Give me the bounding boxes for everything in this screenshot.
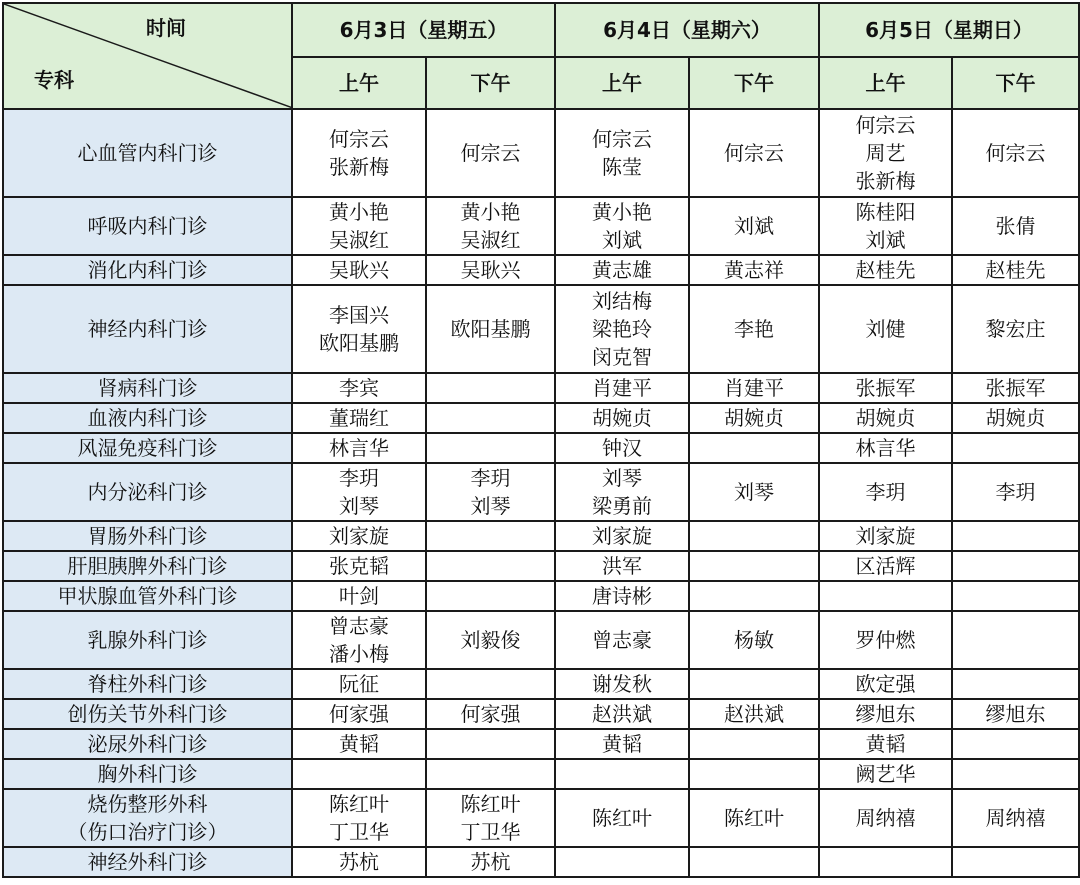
doctor-name: 胡婉贞 <box>985 406 1046 430</box>
doctor-name: 张振军 <box>855 376 916 400</box>
specialty-name: （伤口治疗门诊） <box>67 820 228 844</box>
doctor-name: 李玥 <box>865 480 906 504</box>
doctor-cell <box>426 463 555 521</box>
doctor-cell <box>555 197 689 255</box>
doctor-name: 陈红叶 <box>460 792 521 816</box>
doctor-name: 陈红叶 <box>592 806 652 830</box>
pm-header: 下午 <box>689 57 819 109</box>
doctor-cell <box>292 581 426 611</box>
doctor-cell <box>952 373 1079 403</box>
day-header: 6月4日（星期六） <box>555 3 819 57</box>
doctor-cell <box>292 847 426 877</box>
doctor-cell <box>689 847 819 877</box>
doctor-cell <box>819 611 952 669</box>
doctor-cell <box>292 433 426 463</box>
doctor-name: 丁卫华 <box>329 820 389 844</box>
doctor-name: 闵克智 <box>592 345 652 369</box>
specialty-name: 消化内科门诊 <box>87 258 208 282</box>
doctor-name: 欧阳基鹏 <box>450 317 531 341</box>
doctor-cell <box>426 373 555 403</box>
doctor-name: 黄小艳 <box>460 200 521 224</box>
doctor-cell <box>426 699 555 729</box>
doctor-cell <box>689 729 819 759</box>
doctor-name: 黎宏庄 <box>985 317 1046 341</box>
doctor-cell <box>292 699 426 729</box>
doctor-cell <box>426 611 555 669</box>
doctor-name: 刘斌 <box>734 214 774 238</box>
doctor-cell <box>292 463 426 521</box>
doctor-name: 缪旭东 <box>985 702 1046 726</box>
table-row <box>3 551 1079 581</box>
doctor-cell <box>426 669 555 699</box>
doctor-name: 吴淑红 <box>460 228 521 252</box>
doctor-cell <box>555 847 689 877</box>
doctor-name: 刘琴 <box>602 466 642 490</box>
specialty-cell <box>3 521 292 551</box>
table-row <box>3 669 1079 699</box>
doctor-name: 洪军 <box>602 554 642 578</box>
doctor-cell <box>426 759 555 789</box>
doctor-name: 苏杭 <box>339 850 379 874</box>
doctor-cell <box>292 197 426 255</box>
doctor-name: 刘毅俊 <box>460 628 521 652</box>
doctor-cell <box>952 551 1079 581</box>
doctor-cell <box>952 433 1079 463</box>
doctor-name: 吴耿兴 <box>460 258 521 282</box>
doctor-cell <box>952 611 1079 669</box>
specialty-cell <box>3 403 292 433</box>
corner-time-label: 时间 <box>146 16 186 40</box>
specialty-name: 烧伤整形外科 <box>87 792 208 816</box>
table-row <box>3 729 1079 759</box>
doctor-cell <box>292 759 426 789</box>
doctor-cell <box>952 521 1079 551</box>
clinic-schedule-table <box>2 2 1080 878</box>
doctor-cell <box>819 581 952 611</box>
doctor-cell <box>426 847 555 877</box>
doctor-cell <box>819 789 952 847</box>
doctor-cell <box>952 403 1079 433</box>
doctor-name: 董瑞红 <box>329 406 389 430</box>
doctor-name: 黄韬 <box>339 732 379 756</box>
doctor-name: 阮征 <box>339 672 379 696</box>
doctor-cell <box>426 109 555 197</box>
doctor-name: 刘家旋 <box>592 524 652 548</box>
doctor-cell <box>555 285 689 373</box>
doctor-cell <box>689 759 819 789</box>
specialty-cell <box>3 285 292 373</box>
specialty-cell <box>3 789 292 847</box>
doctor-cell <box>952 285 1079 373</box>
specialty-name: 心血管内科门诊 <box>77 141 218 165</box>
specialty-name: 神经内科门诊 <box>87 317 208 341</box>
doctor-name: 李玥 <box>470 466 511 490</box>
table-row <box>3 611 1079 669</box>
doctor-name: 曾志豪 <box>592 628 652 652</box>
specialty-cell <box>3 729 292 759</box>
doctor-name: 胡婉贞 <box>724 406 784 430</box>
doctor-name: 胡婉贞 <box>592 406 652 430</box>
doctor-cell <box>819 551 952 581</box>
doctor-name: 欧阳基鹏 <box>319 331 399 355</box>
specialty-cell <box>3 255 292 285</box>
doctor-cell <box>555 403 689 433</box>
specialty-name: 内分泌科门诊 <box>87 480 208 504</box>
doctor-name: 周纳禧 <box>985 806 1046 830</box>
doctor-name: 胡婉贞 <box>855 406 916 430</box>
specialty-cell <box>3 551 292 581</box>
doctor-name: 刘琴 <box>470 494 511 518</box>
doctor-cell <box>426 403 555 433</box>
specialty-name: 脊柱外科门诊 <box>87 672 208 696</box>
doctor-name: 李玥 <box>995 480 1036 504</box>
doctor-name: 李宾 <box>339 376 379 400</box>
doctor-cell <box>952 255 1079 285</box>
corner-header-cell <box>3 3 292 109</box>
doctor-cell <box>689 581 819 611</box>
doctor-cell <box>689 403 819 433</box>
doctor-name: 梁勇前 <box>592 494 652 518</box>
pm-header: 下午 <box>952 57 1079 109</box>
doctor-name: 刘结梅 <box>592 289 652 313</box>
doctor-cell <box>819 669 952 699</box>
specialty-cell <box>3 611 292 669</box>
doctor-name: 丁卫华 <box>460 820 521 844</box>
doctor-cell <box>555 373 689 403</box>
doctor-name: 陈红叶 <box>724 806 784 830</box>
table-row <box>3 581 1079 611</box>
specialty-name: 呼吸内科门诊 <box>87 214 208 238</box>
doctor-cell <box>819 197 952 255</box>
doctor-name: 林言华 <box>855 436 916 460</box>
doctor-cell <box>426 789 555 847</box>
doctor-name: 赵桂先 <box>985 258 1046 282</box>
doctor-cell <box>819 759 952 789</box>
schedule-body <box>3 109 1079 877</box>
doctor-name: 何宗云 <box>460 141 521 165</box>
doctor-cell <box>689 669 819 699</box>
doctor-cell <box>689 611 819 669</box>
doctor-cell <box>689 463 819 521</box>
doctor-name: 吴耿兴 <box>329 258 389 282</box>
table-row <box>3 403 1079 433</box>
doctor-name: 张倩 <box>995 214 1036 238</box>
doctor-cell <box>819 699 952 729</box>
doctor-cell <box>426 433 555 463</box>
specialty-cell <box>3 463 292 521</box>
table-row <box>3 433 1079 463</box>
pm-header: 下午 <box>426 57 555 109</box>
specialty-name: 神经外科门诊 <box>87 850 208 874</box>
doctor-name: 刘家旋 <box>855 524 916 548</box>
specialty-name: 风湿免疫科门诊 <box>77 436 218 460</box>
specialty-cell <box>3 847 292 877</box>
table-row <box>3 759 1079 789</box>
doctor-cell <box>292 255 426 285</box>
doctor-cell <box>292 373 426 403</box>
doctor-name: 李艳 <box>734 317 774 341</box>
doctor-name: 刘斌 <box>602 228 642 252</box>
table-row <box>3 109 1079 197</box>
doctor-name: 陈桂阳 <box>855 200 916 224</box>
doctor-cell <box>689 109 819 197</box>
doctor-name: 曾志豪 <box>329 614 389 638</box>
doctor-cell <box>555 521 689 551</box>
doctor-name: 何宗云 <box>329 127 389 151</box>
doctor-name: 何宗云 <box>592 127 652 151</box>
doctor-name: 黄韬 <box>602 732 642 756</box>
doctor-name: 吴淑红 <box>329 228 389 252</box>
doctor-name: 唐诗彬 <box>592 584 652 608</box>
doctor-cell <box>555 789 689 847</box>
doctor-cell <box>819 463 952 521</box>
doctor-cell <box>555 255 689 285</box>
doctor-cell <box>292 611 426 669</box>
doctor-name: 刘琴 <box>734 480 774 504</box>
doctor-cell <box>952 789 1079 847</box>
specialty-name: 肝胆胰脾外科门诊 <box>67 554 228 578</box>
specialty-cell <box>3 699 292 729</box>
doctor-name: 张新梅 <box>329 155 389 179</box>
doctor-name: 肖建平 <box>724 376 784 400</box>
doctor-cell <box>952 197 1079 255</box>
doctor-cell <box>952 463 1079 521</box>
doctor-cell <box>689 789 819 847</box>
doctor-cell <box>952 759 1079 789</box>
doctor-cell <box>689 373 819 403</box>
doctor-name: 李玥 <box>339 466 379 490</box>
specialty-name: 创伤关节外科门诊 <box>67 702 228 726</box>
doctor-name: 刘家旋 <box>329 524 389 548</box>
table-row <box>3 699 1079 729</box>
specialty-name: 泌尿外科门诊 <box>87 732 208 756</box>
doctor-cell <box>689 197 819 255</box>
doctor-cell <box>555 463 689 521</box>
doctor-name: 叶剑 <box>339 584 379 608</box>
corner-specialty-label: 专科 <box>34 68 74 92</box>
doctor-name: 刘健 <box>865 317 906 341</box>
doctor-cell <box>952 699 1079 729</box>
doctor-cell <box>555 699 689 729</box>
doctor-cell <box>952 581 1079 611</box>
table-row <box>3 521 1079 551</box>
doctor-name: 杨敏 <box>734 628 774 652</box>
doctor-name: 钟汉 <box>602 436 642 460</box>
table-row <box>3 285 1079 373</box>
table-row <box>3 789 1079 847</box>
doctor-cell <box>689 521 819 551</box>
specialty-cell <box>3 373 292 403</box>
doctor-name: 梁艳玲 <box>592 317 652 341</box>
doctor-cell <box>819 403 952 433</box>
specialty-name: 血液内科门诊 <box>87 406 208 430</box>
specialty-name: 胸外科门诊 <box>97 762 198 786</box>
doctor-cell <box>292 551 426 581</box>
doctor-cell <box>819 433 952 463</box>
doctor-cell <box>292 729 426 759</box>
doctor-cell <box>819 109 952 197</box>
doctor-cell <box>819 373 952 403</box>
specialty-cell <box>3 197 292 255</box>
doctor-name: 李国兴 <box>329 303 389 327</box>
doctor-cell <box>292 285 426 373</box>
day-header: 6月3日（星期五） <box>292 3 555 57</box>
am-header: 上午 <box>819 57 952 109</box>
doctor-name: 刘琴 <box>339 494 379 518</box>
doctor-name: 张克韬 <box>329 554 389 578</box>
table-row <box>3 463 1079 521</box>
doctor-name: 何宗云 <box>855 113 916 137</box>
doctor-cell <box>555 581 689 611</box>
doctor-name: 谢发秋 <box>592 672 652 696</box>
doctor-name: 潘小梅 <box>329 642 389 666</box>
specialty-cell <box>3 109 292 197</box>
doctor-cell <box>555 759 689 789</box>
doctor-cell <box>689 285 819 373</box>
doctor-cell <box>292 669 426 699</box>
specialty-name: 肾病科门诊 <box>97 376 198 400</box>
doctor-name: 苏杭 <box>470 850 511 874</box>
doctor-name: 欧定强 <box>855 672 916 696</box>
table-row <box>3 197 1079 255</box>
doctor-name: 赵洪斌 <box>724 702 784 726</box>
doctor-cell <box>689 699 819 729</box>
table-row <box>3 847 1079 877</box>
doctor-cell <box>819 729 952 759</box>
doctor-name: 黄小艳 <box>329 200 389 224</box>
doctor-cell <box>292 789 426 847</box>
doctor-cell <box>292 403 426 433</box>
doctor-name: 张振军 <box>985 376 1046 400</box>
am-header: 上午 <box>555 57 689 109</box>
doctor-cell <box>555 669 689 699</box>
specialty-cell <box>3 669 292 699</box>
doctor-cell <box>819 847 952 877</box>
doctor-name: 何宗云 <box>724 141 784 165</box>
doctor-name: 黄韬 <box>865 732 906 756</box>
doctor-cell <box>426 285 555 373</box>
specialty-cell <box>3 433 292 463</box>
doctor-cell <box>292 521 426 551</box>
doctor-cell <box>952 847 1079 877</box>
doctor-name: 肖建平 <box>592 376 652 400</box>
doctor-name: 林言华 <box>329 436 389 460</box>
doctor-cell <box>952 669 1079 699</box>
doctor-name: 黄志祥 <box>724 258 784 282</box>
doctor-cell <box>555 551 689 581</box>
doctor-cell <box>555 611 689 669</box>
doctor-cell <box>426 581 555 611</box>
doctor-cell <box>689 433 819 463</box>
doctor-cell <box>426 255 555 285</box>
specialty-name: 甲状腺血管外科门诊 <box>57 584 238 608</box>
doctor-cell <box>689 551 819 581</box>
doctor-name: 赵洪斌 <box>592 702 652 726</box>
doctor-name: 罗仲燃 <box>855 628 916 652</box>
doctor-cell <box>819 255 952 285</box>
doctor-name: 刘斌 <box>865 228 906 252</box>
doctor-name: 缪旭东 <box>855 702 916 726</box>
day-header: 6月5日（星期日） <box>819 3 1079 57</box>
doctor-name: 何宗云 <box>985 141 1046 165</box>
doctor-cell <box>292 109 426 197</box>
doctor-name: 阙艺华 <box>855 762 916 786</box>
specialty-name: 乳腺外科门诊 <box>87 628 208 652</box>
doctor-cell <box>555 433 689 463</box>
doctor-name: 黄小艳 <box>592 200 652 224</box>
doctor-name: 黄志雄 <box>592 258 652 282</box>
doctor-name: 区活辉 <box>855 554 916 578</box>
doctor-cell <box>555 729 689 759</box>
doctor-cell <box>689 255 819 285</box>
doctor-cell <box>819 521 952 551</box>
doctor-cell <box>426 521 555 551</box>
doctor-name: 赵桂先 <box>855 258 916 282</box>
doctor-name: 张新梅 <box>855 169 916 193</box>
specialty-name: 胃肠外科门诊 <box>87 524 208 548</box>
table-row <box>3 373 1079 403</box>
am-header: 上午 <box>292 57 426 109</box>
doctor-name: 周纳禧 <box>855 806 916 830</box>
doctor-cell <box>952 109 1079 197</box>
doctor-cell <box>555 109 689 197</box>
doctor-cell <box>952 729 1079 759</box>
doctor-cell <box>426 551 555 581</box>
doctor-name: 陈红叶 <box>329 792 389 816</box>
doctor-name: 何家强 <box>329 702 389 726</box>
doctor-name: 何家强 <box>460 702 521 726</box>
specialty-cell <box>3 759 292 789</box>
doctor-cell <box>426 197 555 255</box>
doctor-cell <box>426 729 555 759</box>
doctor-name: 陈莹 <box>602 155 642 179</box>
specialty-cell <box>3 581 292 611</box>
doctor-name: 周艺 <box>865 141 906 165</box>
doctor-cell <box>819 285 952 373</box>
table-row <box>3 255 1079 285</box>
